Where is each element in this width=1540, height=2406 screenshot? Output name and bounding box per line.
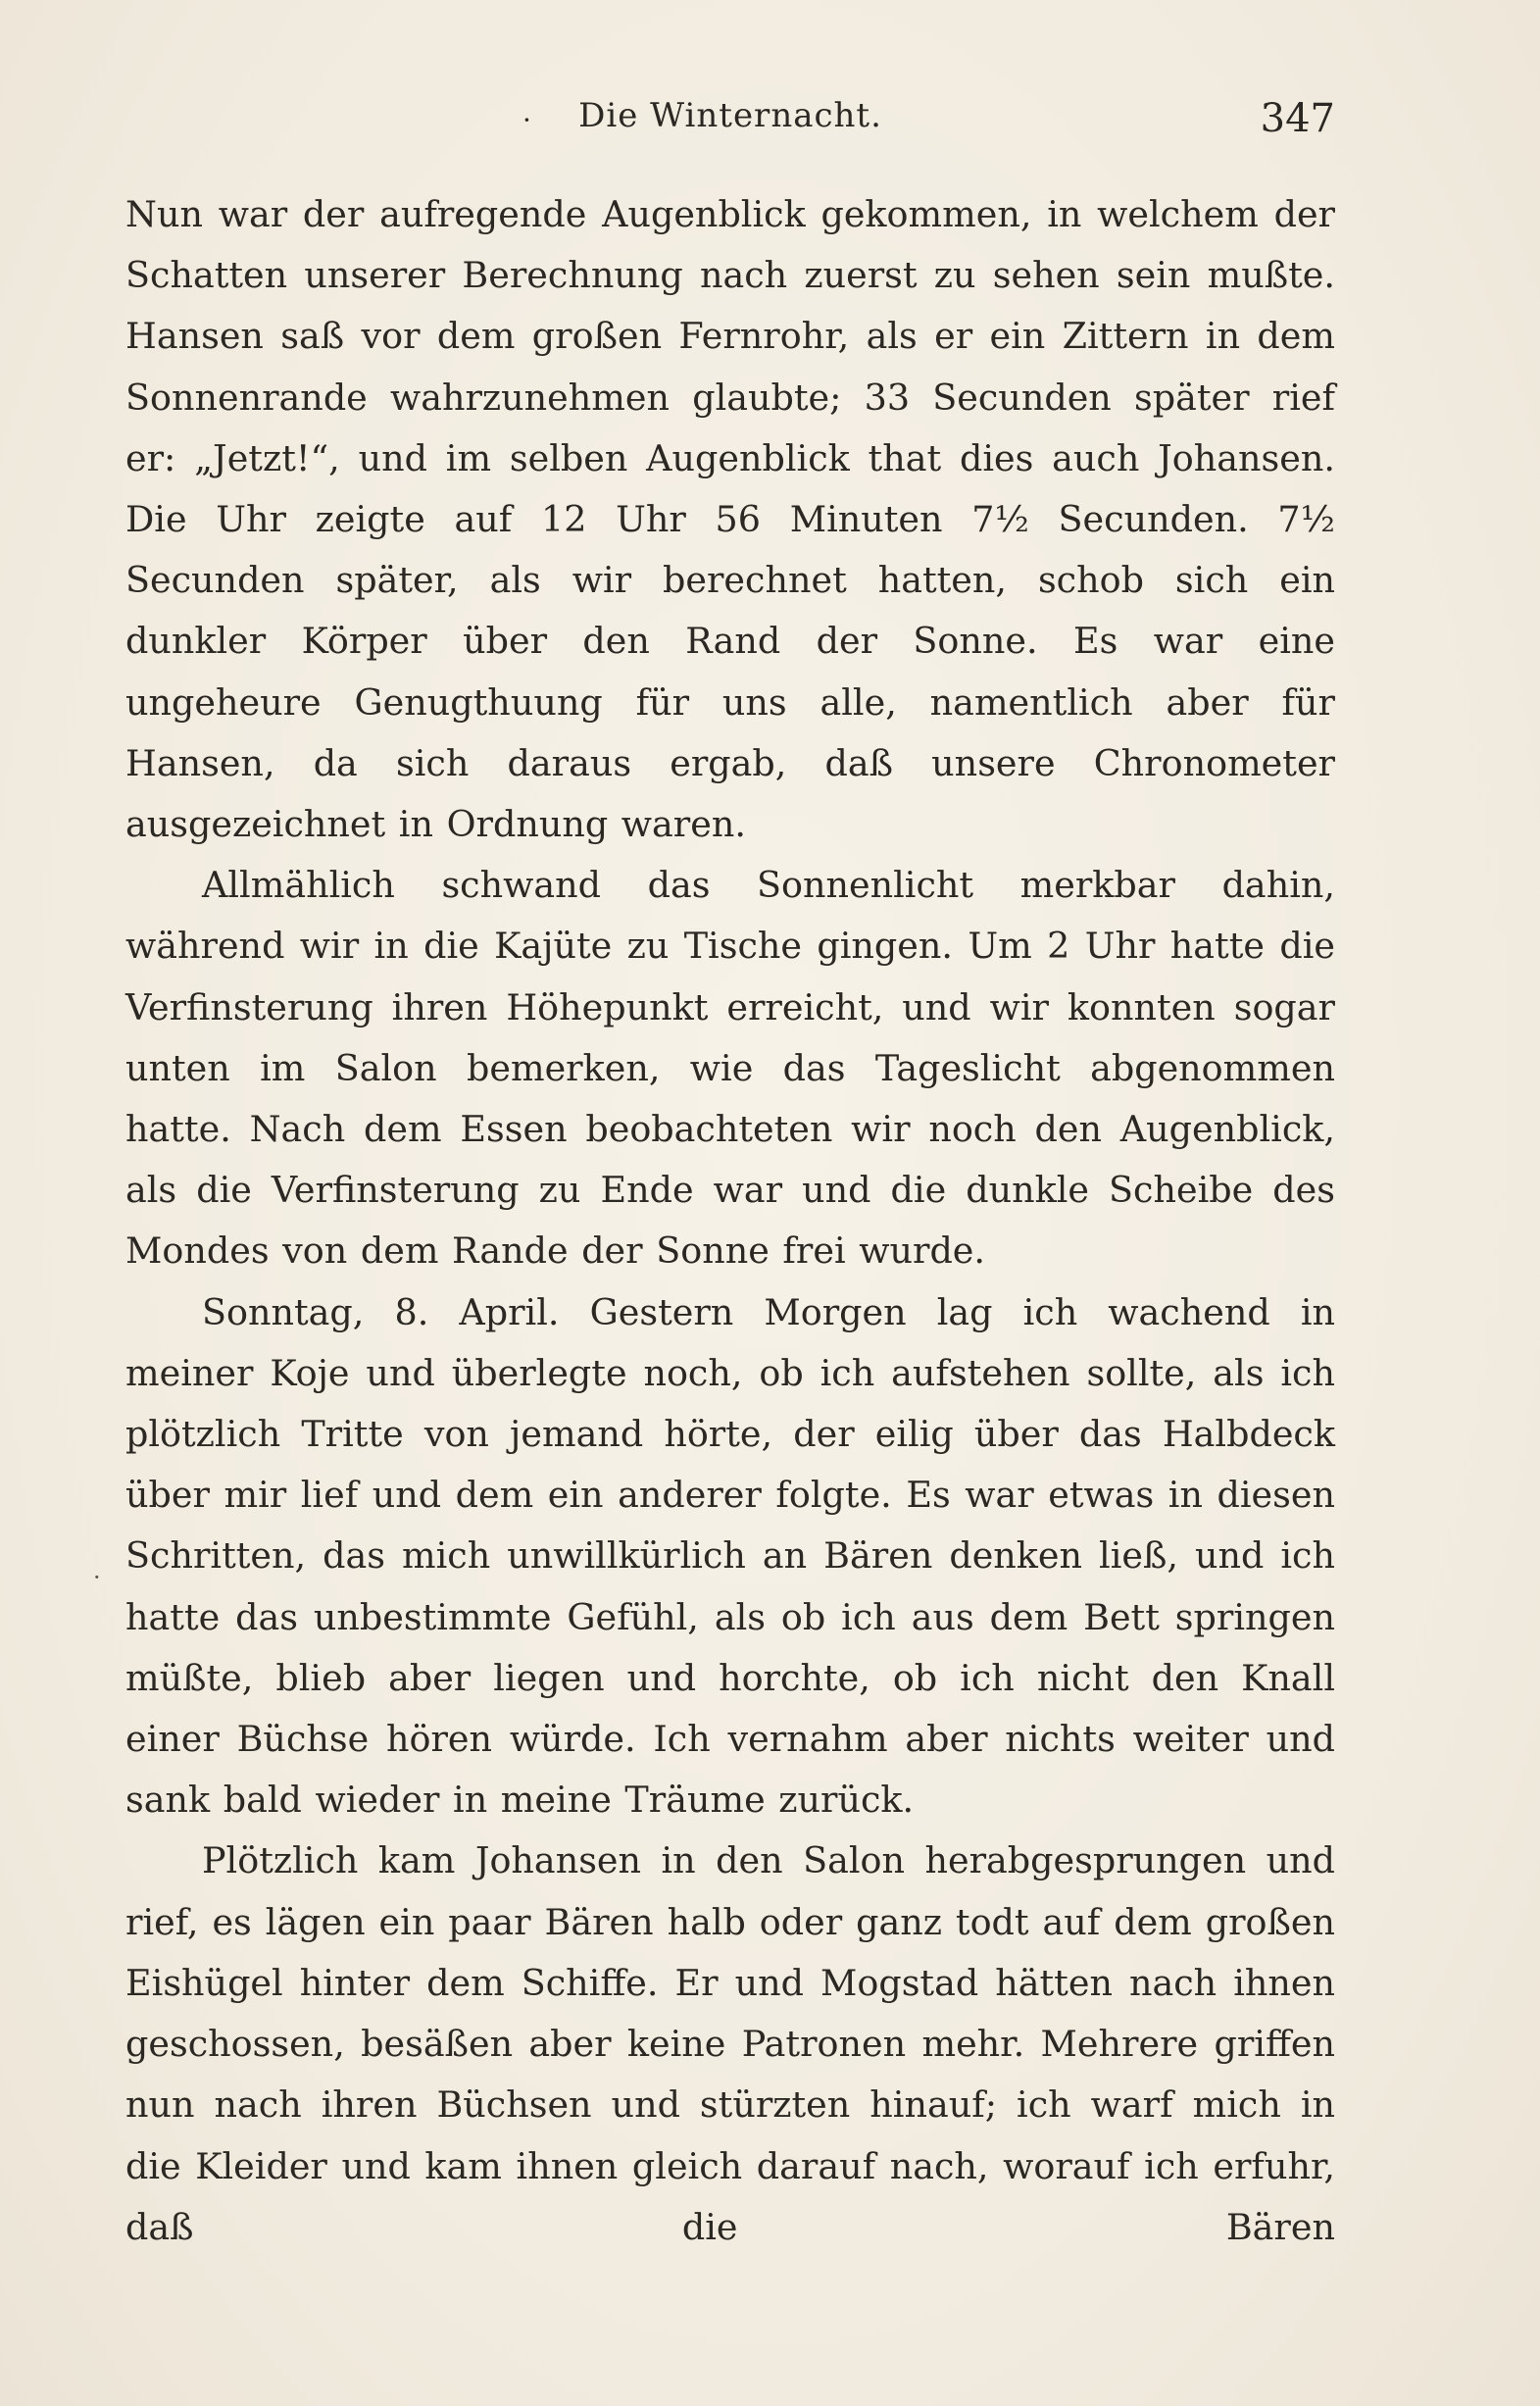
running-title: Die Winternacht. bbox=[578, 96, 882, 135]
paragraph: Sonntag, 8. April. Gestern Morgen lag ich wachend in meiner Koje und überlegte noch, ob ich aufstehen sollte, als ich plötzlich Tritte von jemand hörte, der eilig über das Halbdeck über mir lief und dem ein anderer folgte. Es war etwas in diesen Schritten, das mich unwillkürlich an Bären denken ließ, und ich hatte das unbestimmte Gefühl, als ob ich aus dem Bett springen müßte, blieb aber liegen und horchte, ob ich nicht den Knall einer Büchse hören würde. Ich vernahm aber nichts weiter und sank bald wieder in meine Träume zurück. bbox=[125, 1290, 1335, 1822]
header-dot: · bbox=[522, 104, 531, 136]
page-header bbox=[125, 96, 1335, 145]
page-body bbox=[125, 184, 1335, 2258]
margin-mark: · bbox=[93, 1564, 101, 1591]
paragraph: Nun war der aufregende Augenblick gekommen, in welchem der Schatten unserer Berechnung nach zuerst zu sehen sein mußte. Hansen saß vor dem großen Fernrohr, als er ein Zittern in dem Sonnenrande wahrzunehmen glaubte; 33 Secunden später rief er: „Jetzt!“, und im selben Augenblick that dies auch Johansen. Die Uhr zeigte auf 12 Uhr 56 Minuten 7½ Secunden. 7½ Secunden später, als wir berechnet hatten, schob sich ein dunkler Körper über den Rand der Sonne. Es war eine ungeheure Genugthuung für uns alle, namentlich aber für Hansen, da sich daraus ergab, daß unsere Chronometer ausgezeichnet in Ordnung waren. bbox=[125, 193, 1335, 846]
page-number: 347 bbox=[1260, 96, 1335, 141]
paragraph: Allmählich schwand das Sonnenlicht merkbar dahin, während wir in die Kajüte zu Tische gingen. Um 2 Uhr hatte die Verfinsterung ihren Höhepunkt erreicht, und wir konnten sogar unten im Salon bemerken, wie das Tageslicht abgenommen hatte. Nach dem Essen beobachteten wir noch den Augenblick, als die Verfinsterung zu Ende war und die dunkle Scheibe des Mondes von dem Rande der Sonne frei wurde. bbox=[125, 864, 1335, 1273]
paragraph: Plötzlich kam Johansen in den Salon herabgesprungen und rief, es lägen ein paar Bären halb oder ganz todt auf dem großen Eishügel hinter dem Schiffe. Er und Mogstad hätten nach ihnen geschossen, besäßen aber keine Patronen mehr. Mehrere griffen nun nach ihren Büchsen und stürzten hinauf; ich warf mich in die Kleider und kam ihnen gleich darauf nach, worauf ich erfuhr, daß die Bären bbox=[125, 1839, 1335, 2248]
